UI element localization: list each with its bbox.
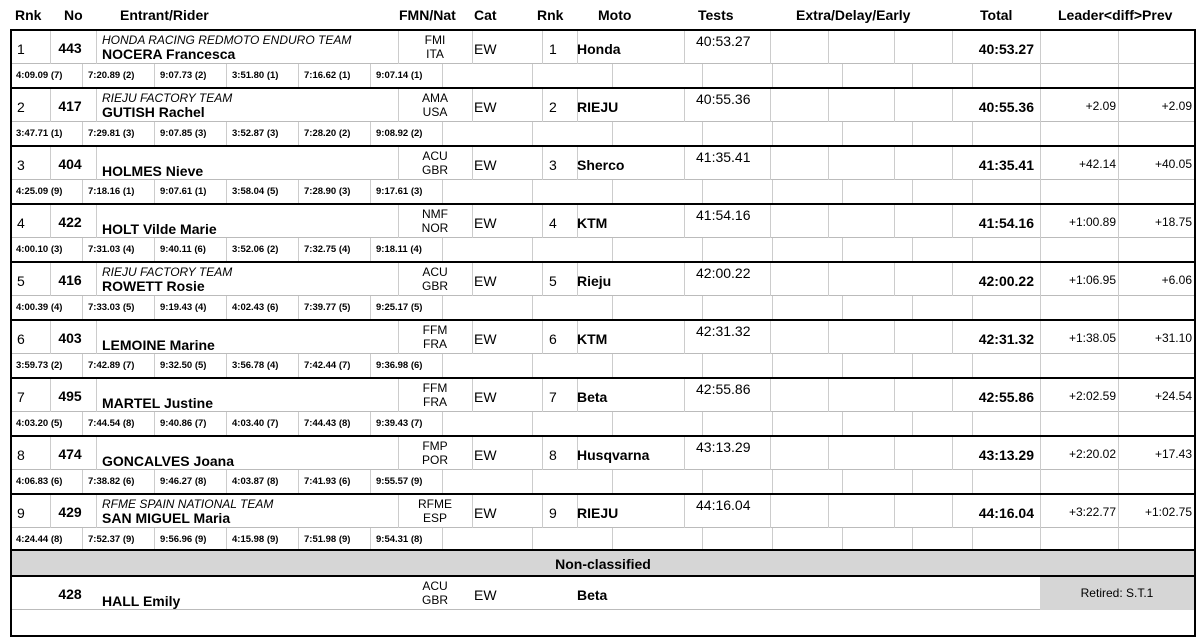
class-rank: 2: [549, 99, 557, 115]
rider-category: EW: [474, 41, 497, 57]
rider-moto: Sherco: [577, 157, 625, 173]
split-time: 9:25.17 (5): [376, 302, 423, 313]
split-time: 4:15.98 (9): [232, 534, 279, 545]
prev-diff: +2.09: [1161, 99, 1192, 113]
class-rank: 7: [549, 389, 557, 405]
header-extra: Extra/Delay/Early: [796, 7, 911, 23]
tests-time: 40:53.27: [696, 33, 751, 49]
leader-diff: +2.09: [1085, 99, 1116, 113]
rider-number: 416: [58, 272, 82, 288]
split-time: 7:31.03 (4): [88, 244, 135, 255]
split-time: 9:07.14 (1): [376, 70, 423, 81]
rider-federation: ACU GBR: [421, 579, 448, 607]
rider-rank: 4: [17, 215, 25, 231]
split-time: 9:18.11 (4): [376, 244, 422, 255]
rider-federation: ACU GBR: [421, 149, 448, 177]
leader-diff: +1:00.89: [1068, 215, 1116, 229]
rider-category: EW: [474, 389, 497, 405]
rider-federation: ACU GBR: [421, 265, 448, 293]
team-name: RIEJU FACTORY TEAM: [102, 91, 233, 105]
rider-category: EW: [474, 157, 497, 173]
rider-rank: 5: [17, 273, 25, 289]
split-time: 7:28.20 (2): [304, 128, 351, 139]
result-row: [10, 87, 1196, 145]
prev-diff: +24.54: [1154, 389, 1192, 403]
rider-name: HOLMES Nieve: [102, 163, 204, 179]
split-time: 7:42.89 (7): [88, 360, 135, 371]
split-time: 4:03.20 (5): [16, 418, 63, 429]
leader-diff: +1:38.05: [1068, 331, 1116, 345]
rider-name: GONCALVES Joana: [102, 453, 234, 469]
result-row: [10, 435, 1196, 493]
split-time: 4:00.10 (3): [16, 244, 63, 255]
rider-federation: FMP POR: [421, 439, 448, 467]
rider-number: 428: [58, 586, 82, 602]
result-row: [10, 203, 1196, 261]
result-row: [10, 261, 1196, 319]
split-time: 9:40.86 (7): [160, 418, 207, 429]
tests-time: 42:55.86: [696, 381, 751, 397]
rider-name: HOLT Vilde Marie: [102, 221, 217, 237]
rider-category: EW: [474, 331, 497, 347]
total-time: 43:13.29: [978, 447, 1034, 463]
split-time: 9:54.31 (8): [376, 534, 423, 545]
result-row: [10, 377, 1196, 435]
split-time: 9:36.98 (6): [376, 360, 423, 371]
header-entrant: Entrant/Rider: [120, 7, 209, 23]
rider-name: GUTISH Rachel: [102, 104, 205, 120]
prev-diff: +31.10: [1154, 331, 1192, 345]
split-time: 7:16.62 (1): [304, 70, 351, 81]
result-row: [10, 145, 1196, 203]
split-time: 9:07.85 (3): [160, 128, 207, 139]
prev-diff: +40.05: [1154, 157, 1192, 171]
split-time: 3:58.04 (5): [232, 186, 279, 197]
rider-moto: Beta: [577, 389, 608, 405]
header-rank: Rnk: [15, 7, 42, 23]
split-time: 7:44.43 (8): [304, 418, 351, 429]
rider-rank: 6: [17, 331, 25, 347]
split-time: 7:32.75 (4): [304, 244, 351, 255]
rider-name: HALL Emily: [102, 593, 181, 609]
split-time: 9:19.43 (4): [160, 302, 207, 313]
result-row: [10, 319, 1196, 377]
rider-number: 443: [58, 40, 82, 56]
split-time: 7:44.54 (8): [88, 418, 135, 429]
rider-moto: Husqvarna: [577, 447, 650, 463]
split-time: 9:56.96 (9): [160, 534, 207, 545]
split-time: 9:17.61 (3): [376, 186, 423, 197]
header-category: Cat: [474, 7, 497, 23]
class-rank: 8: [549, 447, 557, 463]
split-time: 9:07.61 (1): [160, 186, 207, 197]
header-total: Total: [980, 7, 1013, 23]
rider-name: SAN MIGUEL Maria: [102, 510, 231, 526]
class-rank: 5: [549, 273, 557, 289]
split-time: 3:56.78 (4): [232, 360, 279, 371]
rider-moto: Honda: [577, 41, 621, 57]
tests-time: 41:35.41: [696, 149, 751, 165]
leader-diff: +2:02.59: [1068, 389, 1116, 403]
non-classified-title: Non-classified: [555, 556, 651, 572]
split-time: 7:39.77 (5): [304, 302, 351, 313]
header-leader-diff: Leader<diff>Prev: [1058, 7, 1173, 23]
split-time: 4:24.44 (8): [16, 534, 63, 545]
split-time: 7:29.81 (3): [88, 128, 135, 139]
rider-rank: 9: [17, 505, 25, 521]
rider-federation: FMI ITA: [424, 33, 446, 61]
split-time: 7:52.37 (9): [88, 534, 135, 545]
prev-diff: +18.75: [1154, 215, 1192, 229]
rider-rank: 2: [17, 99, 25, 115]
rider-number: 403: [58, 330, 82, 346]
results-header-row: [0, 0, 1200, 28]
split-time: 4:03.40 (7): [232, 418, 279, 429]
split-time: 4:09.09 (7): [16, 70, 63, 81]
leader-diff: +42.14: [1078, 157, 1116, 171]
tests-time: 42:31.32: [696, 323, 751, 339]
tests-time: 43:13.29: [696, 439, 751, 455]
rider-number: 422: [58, 214, 82, 230]
total-time: 42:31.32: [978, 331, 1034, 347]
prev-diff: +1:02.75: [1144, 505, 1192, 519]
split-time: 4:03.87 (8): [232, 476, 279, 487]
header-class-rank: Rnk: [537, 7, 564, 23]
rider-category: EW: [474, 587, 497, 603]
total-time: 41:35.41: [978, 157, 1034, 173]
rider-category: EW: [474, 447, 497, 463]
tests-time: 41:54.16: [696, 207, 751, 223]
rider-number: 417: [58, 98, 82, 114]
rider-moto: Rieju: [577, 273, 612, 289]
team-name: HONDA RACING REDMOTO ENDURO TEAM: [102, 33, 352, 47]
rider-moto: KTM: [577, 215, 608, 231]
split-time: 9:46.27 (8): [160, 476, 207, 487]
split-time: 7:33.03 (5): [88, 302, 135, 313]
rider-moto: KTM: [577, 331, 608, 347]
team-name: RFME SPAIN NATIONAL TEAM: [102, 497, 274, 511]
rider-federation: FFM FRA: [422, 381, 448, 409]
split-time: 3:59.73 (2): [16, 360, 63, 371]
split-time: 7:38.82 (6): [88, 476, 135, 487]
result-row: [10, 493, 1196, 551]
rider-federation: AMA USA: [421, 91, 448, 119]
tests-time: 42:00.22: [696, 265, 751, 281]
split-time: 3:51.80 (1): [232, 70, 279, 81]
split-time: 7:41.93 (6): [304, 476, 351, 487]
split-time: 9:08.92 (2): [376, 128, 423, 139]
prev-diff: +6.06: [1161, 273, 1192, 287]
rider-name: ROWETT Rosie: [102, 278, 205, 294]
rider-category: EW: [474, 273, 497, 289]
rider-rank: 8: [17, 447, 25, 463]
split-time: 9:07.73 (2): [160, 70, 207, 81]
tests-time: 40:55.36: [696, 91, 751, 107]
team-name: RIEJU FACTORY TEAM: [102, 265, 233, 279]
rider-number: 429: [58, 504, 82, 520]
tests-time: 44:16.04: [696, 497, 751, 513]
split-time: 4:00.39 (4): [16, 302, 63, 313]
total-time: 40:55.36: [978, 99, 1034, 115]
retired-status: Retired: S.T.1: [1040, 577, 1194, 610]
split-time: 7:20.89 (2): [88, 70, 135, 81]
non-classified-bar: [10, 549, 1196, 577]
total-time: 40:53.27: [978, 41, 1034, 57]
rider-moto: RIEJU: [577, 99, 619, 115]
header-number: No: [64, 7, 83, 23]
split-time: 7:28.90 (3): [304, 186, 351, 197]
rider-federation: NMF NOR: [421, 207, 449, 235]
result-row: [10, 29, 1196, 87]
split-time: 3:52.87 (3): [232, 128, 279, 139]
rider-rank: 1: [17, 41, 25, 57]
split-time: 3:52.06 (2): [232, 244, 279, 255]
total-time: 42:55.86: [978, 389, 1034, 405]
class-rank: 6: [549, 331, 557, 347]
split-time: 4:25.09 (9): [16, 186, 63, 197]
split-time: 3:47.71 (1): [16, 128, 63, 139]
total-time: 41:54.16: [978, 215, 1034, 231]
rider-federation: FFM FRA: [422, 323, 448, 351]
rider-name: NOCERA Francesca: [102, 46, 236, 62]
header-moto: Moto: [598, 7, 632, 23]
split-time: 9:39.43 (7): [376, 418, 423, 429]
rider-category: EW: [474, 215, 497, 231]
split-time: 9:32.50 (5): [160, 360, 207, 371]
rider-name: LEMOINE Marine: [102, 337, 215, 353]
rider-number: 495: [58, 388, 82, 404]
rider-federation: RFME ESP: [418, 497, 452, 525]
header-fmn-nat: FMN/Nat: [399, 7, 456, 23]
split-time: 4:06.83 (6): [16, 476, 63, 487]
split-time: 9:55.57 (9): [376, 476, 423, 487]
header-tests: Tests: [698, 7, 734, 23]
class-rank: 1: [549, 41, 557, 57]
prev-diff: +17.43: [1154, 447, 1192, 461]
rider-rank: 3: [17, 157, 25, 173]
leader-diff: +2:20.02: [1068, 447, 1116, 461]
non-classified-row: [10, 577, 1196, 637]
rider-rank: 7: [17, 389, 25, 405]
rider-number: 474: [58, 446, 82, 462]
class-rank: 9: [549, 505, 557, 521]
total-time: 42:00.22: [978, 273, 1034, 289]
rider-category: EW: [474, 505, 497, 521]
rider-name: MARTEL Justine: [102, 395, 213, 411]
rider-moto: Beta: [577, 587, 608, 603]
class-rank: 3: [549, 157, 557, 173]
rider-category: EW: [474, 99, 497, 115]
split-time: 9:40.11 (6): [160, 244, 206, 255]
split-time: 4:02.43 (6): [232, 302, 279, 313]
leader-diff: +3:22.77: [1068, 505, 1116, 519]
total-time: 44:16.04: [978, 505, 1034, 521]
rider-moto: RIEJU: [577, 505, 619, 521]
class-rank: 4: [549, 215, 557, 231]
rider-number: 404: [58, 156, 82, 172]
leader-diff: +1:06.95: [1068, 273, 1116, 287]
split-time: 7:51.98 (9): [304, 534, 351, 545]
split-time: 7:18.16 (1): [88, 186, 135, 197]
split-time: 7:42.44 (7): [304, 360, 351, 371]
